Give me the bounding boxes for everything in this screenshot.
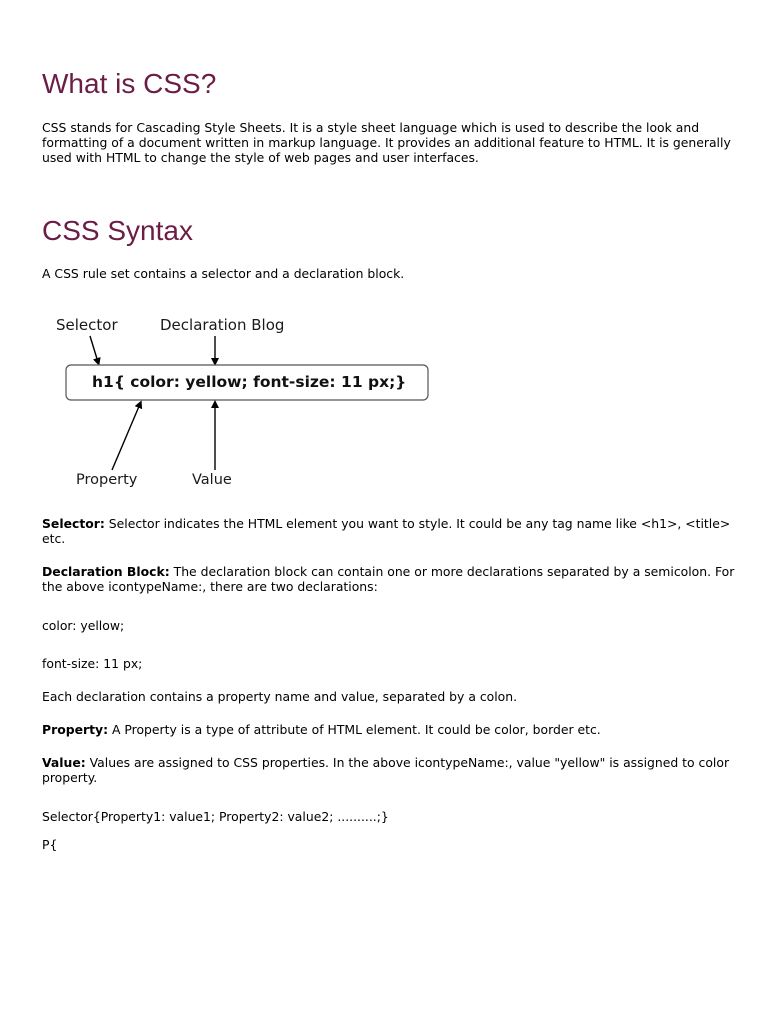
definition-selector bbox=[42, 516, 748, 546]
diagram-label-declaration: Declaration Blog bbox=[160, 316, 285, 334]
syntax-template-line: Selector{Property1: value1; Property2: value2; ..........;} bbox=[42, 809, 389, 824]
example-color: color: yellow; bbox=[42, 618, 125, 633]
paragraph-rule-set-intro: A CSS rule set contains a selector and a declaration block. bbox=[42, 266, 405, 281]
term-property: Property: bbox=[42, 722, 109, 737]
term-selector: Selector: bbox=[42, 516, 105, 531]
definition-property bbox=[42, 722, 748, 737]
text-property: A Property is a type of attribute of HTML element. It could be color, border etc. bbox=[108, 722, 601, 737]
text-selector: Selector indicates the HTML element you want to style. It could be any tag name like <h1>, <title> etc. bbox=[42, 516, 731, 546]
term-value: Value: bbox=[42, 755, 86, 770]
text-value: Values are assigned to CSS properties. In the above icontypeName:, value "yellow" is assigned to color property. bbox=[42, 755, 730, 785]
diagram-label-property: Property bbox=[76, 472, 138, 488]
arrow-property bbox=[112, 404, 140, 470]
paragraph-css-definition: CSS stands for Cascading Style Sheets. It is a style sheet language which is used to describe the look and formatting of a document written in markup language. It provides an additional feature to HTML. It is generally used with HTML to change the style of web pages and user interfaces. bbox=[42, 120, 731, 165]
heading-what-is-css: What is CSS? bbox=[42, 68, 217, 99]
css-syntax-diagram bbox=[50, 308, 450, 493]
p-rule-line: P{ bbox=[42, 837, 58, 852]
definition-value bbox=[42, 755, 748, 785]
text-declaration-block: The declaration block can contain one or more declarations separated by a semicolon. For the above icontypeName:, there are two declarations: bbox=[42, 564, 735, 594]
arrow-selector bbox=[90, 336, 98, 362]
heading-css-syntax: CSS Syntax bbox=[42, 215, 193, 246]
diagram-label-value: Value bbox=[192, 472, 232, 488]
definition-declaration-block bbox=[42, 564, 748, 594]
term-declaration-block: Declaration Block: bbox=[42, 564, 170, 579]
diagram-code-example: h1{ color: yellow; font-size: 11 px;} bbox=[92, 373, 407, 391]
example-font-size: font-size: 11 px; bbox=[42, 656, 143, 671]
diagram-label-selector: Selector bbox=[56, 316, 118, 334]
paragraph-each-declaration: Each declaration contains a property name and value, separated by a colon. bbox=[42, 689, 518, 704]
